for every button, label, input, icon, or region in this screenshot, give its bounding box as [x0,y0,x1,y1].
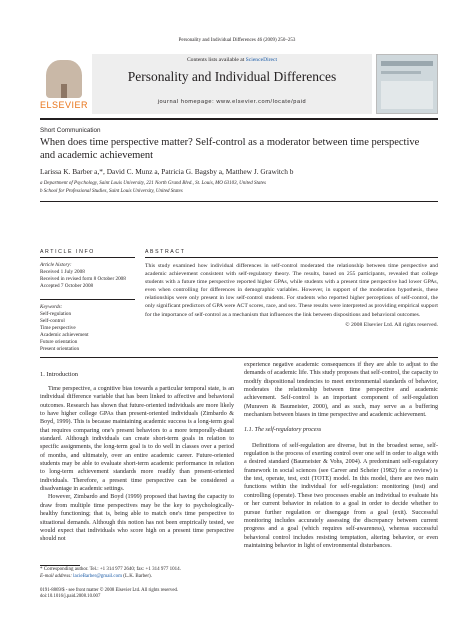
intro-paragraph-2: However, Zimbardo and Boyd (1999) proposed that having the capacity to draw from multiple time perspectives may be the key to psychologically-healthy functioning; that is, being able to match one's time perspective to situational demands. Although this notion has not been empirically tested, we would expect that individuals who score high on a present time perspective should not [40,494,234,543]
abstract-heading: ABSTRACT [145,249,186,255]
sciencedirect-link[interactable]: ScienceDirect [245,57,278,63]
email-link[interactable]: lacieBarber@gmail.com [73,573,123,579]
copyright-notice: © 2008 Elsevier Ltd. All rights reserved. [345,322,438,328]
intro-paragraph-1: Time perspective, a cognitive bias towards a particular temporal state, is an individual difference variable that has been linked to affective and behavioral outcomes. Research has shown that future-oriented individuals are more likely to have higher college GPAs than present-oriented individuals (Zimbardo & Boyd, 1999). This is because maintaining academic success is a long-term goal that requires comparing one's present behaviors to a more temporally-distant standard. Although individuals can create short-term goals in relation to specific assignments, the long-term goal is to do well in classes over a period of months, and ultimately, over an entire academic career. Future-oriented students may be able to evaluate short-term academic performance in relation to long-term achievement standards more readily than present-oriented individuals. Therefore, a present time perspective can be considered a disadvantage in academic settings. [40,386,234,493]
email-suffix: (L.K. Barber). [123,573,152,579]
contents-line [92,57,372,63]
email-label: E-mail address: [40,573,72,579]
article-info-rule [40,257,135,258]
elsevier-logo [40,54,88,114]
article-title: When does time perspective matter? Self-control as a moderator between time perspective and academic achievement [40,137,420,161]
section-heading-introduction: 1. Introduction [40,371,78,378]
abstract-rule [145,257,438,258]
article-info-heading: ARTICLE INFO [40,249,95,255]
journal-cover-thumbnail [376,54,438,114]
keywords: Keywords: Self-regulation Self-control Time perspective Academic achievement Future orientation Present orientation [40,304,89,352]
article-type: Short Communication [40,127,101,134]
author-list: Larissa K. Barber a,*, David C. Munz a, Patricia G. Bagsby a, Matthew J. Grawitch b [40,167,294,176]
affiliation-b: b School for Professional Studies, Saint Louis University, United States [40,189,183,194]
doi-line[interactable]: doi:10.1016/j.paid.2008.10.007 [40,594,101,600]
article-history: Article history: Received 1 July 2008 Received in revised form 8 October 2008 Accepted 7 October 2008 [40,262,126,289]
affiliation-a: a Department of Psychology, Saint Louis University, 221 North Grand Blvd., St. Louis, MO 63103, United States [40,181,266,186]
abstract-text: This study examined how individual differences in self-control moderated the relationship between time perspective and academic achievement consistent with self-regulatory theory. The results, based on 255 participants, revealed that college students with a future time perspective reported higher GPAs, while students with a present time perspective had lower GPAs, even when controlling for differences in demographic variables. However, in support of the moderation hypothesis, these relationships were only present in low self-control students. For students who reported higher perceptions of self-control, the only significant predictors of GPA were ACT scores, race, and sex. These results were interpreted as providing empirical support for the importance of self-control as a mechanism that influences the link between dispositions and behavioral outcomes. [145,263,438,318]
subsection-heading: 1.1. The self-regulatory process [244,427,322,434]
divider [40,201,438,202]
publisher-name: ELSEVIER [40,100,89,110]
issn-line: 0191-8869/$ - see front matter © 2008 Elsevier Ltd. All rights reserved. [40,588,179,593]
running-head: Personality and Individual Differences 46 (2009) 250–253 [178,38,296,43]
body-divider [40,357,438,358]
footnote-rule [40,565,80,566]
right-paragraph-2: Definitions of self-regulation are diverse, but in the broadest sense, self-regulation is the process of exerting control over one self in order to align with a desired standard (Baumeister & Vohs, 2004). A predominant self-regulatory framework in social sciences (see Carver and Scheier (1982) for a review) is the test, operate, test, exit (TOTE) model. In this model, there are two main functions within the individual for self-regulation: monitoring (test) and controlling (operate). These two processes enable an individual to evaluate his or her current behavior in relation to a goal in order to decide whether to pursue further regulation or disengage from a goal (exit). Successful monitoring includes accurately assessing the discrepancy between current progress and a goal (which requires self-awareness), whereas successful behavioral control includes resisting temptation, altering behavior, or even maintaining behavior in light of environmental disturbances. [244,442,438,549]
front-matter-notice [40,588,340,600]
contents-prefix: Contents lists available at [186,57,245,63]
header-rule [40,118,438,120]
keywords-rule [40,299,135,300]
intro-column-right [244,361,438,550]
tree-trunk [61,84,67,98]
intro-column-left [40,385,234,544]
corresponding-author: * Corresponding author. Tel.: +1 314 977 2640; fax: +1 314 977 1014. [40,567,181,572]
right-paragraph-1: experience negative academic consequences if they are able to adjust to the demands of academic life. This study proposes that self-control, the capacity to modify dispositional tendencies to meet environmental standards of behavior, moderates the relationship between time perspective and academic achievement. Self-control is an important component of self-regulation (Muraven & Baumeister, 2000), and as such, may serve as a buffering mechanism between biases in time perspective and academic achievement. [244,362,438,419]
footnote [40,567,234,580]
journal-homepage[interactable]: journal homepage: www.elsevier.com/locate/paid [157,99,307,105]
journal-title: Personality and Individual Differences [127,69,337,84]
